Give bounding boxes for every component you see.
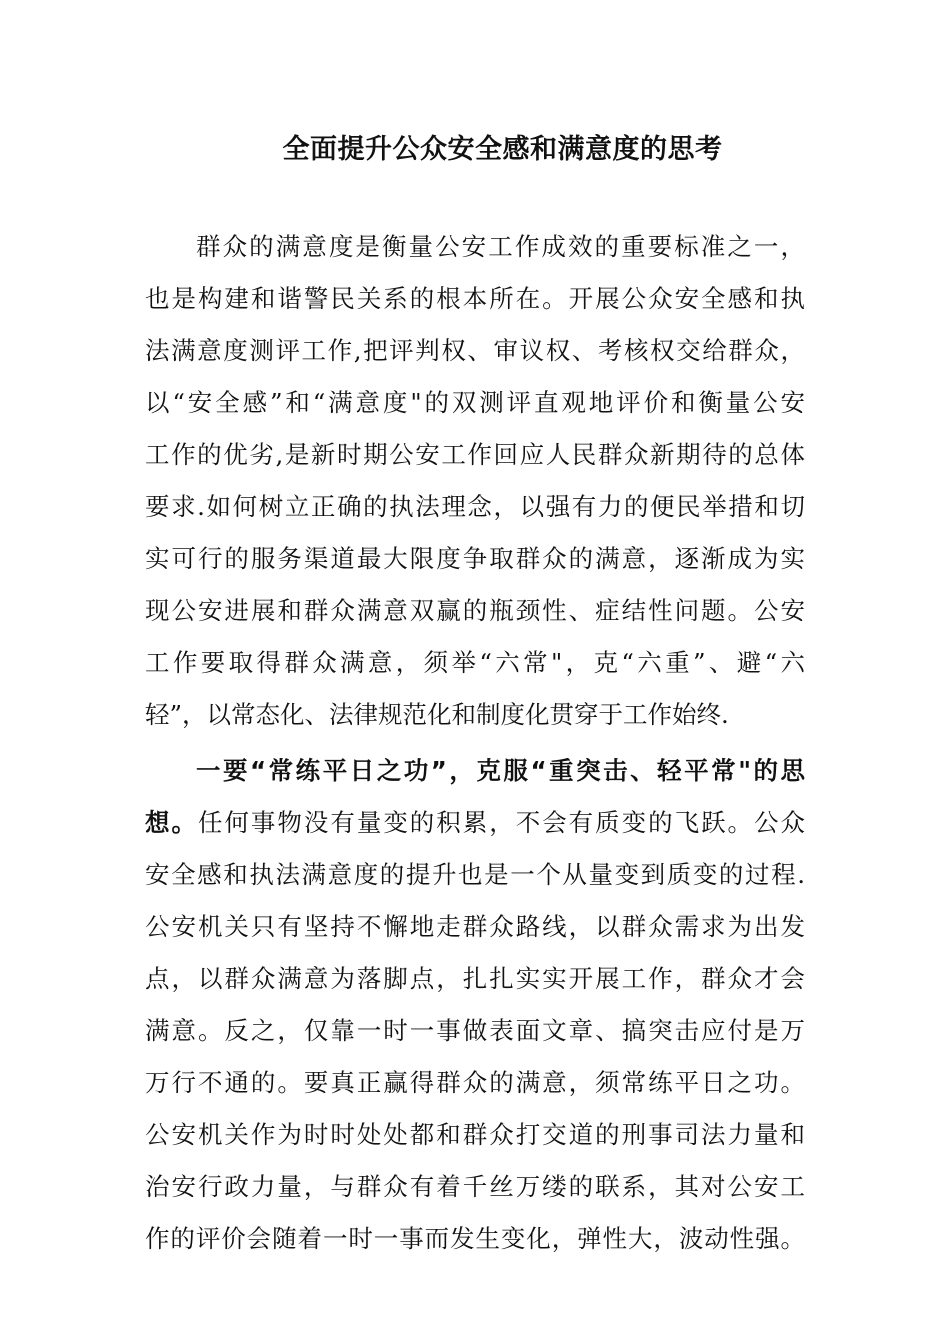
- paragraph-line: 点，以群众满意为落脚点，扎扎实实开展工作，群众才会: [145, 964, 805, 993]
- section-heading-end: 想。: [145, 808, 198, 837]
- paragraph-line: 治安行政力量，与群众有着千丝万缕的联系，其对公安工: [145, 1172, 805, 1201]
- paragraph-line: [145, 797, 805, 849]
- section-heading: 一要“常练平日之功”，克服“重突击、轻平常"的思: [196, 756, 805, 785]
- paragraph-line: 公安机关作为时时处处都和群众打交道的刑事司法力量和: [145, 1120, 805, 1149]
- paragraph-line-rest: 任何事物没有量变的积累，不会有质变的飞跃。公众: [197, 808, 806, 837]
- paragraph-line: 轻”，以常态化、法律规范化和制度化贯穿于工作始终.: [145, 700, 729, 729]
- paragraph-line: 实可行的服务渠道最大限度争取群众的满意，逐渐成为实: [145, 544, 805, 573]
- paragraph-line: 以“安全感”和“满意度"的双测评直观地评价和衡量公安: [145, 388, 805, 417]
- paragraph-line: 工作的优劣,是新时期公安工作回应人民群众新期待的总体: [145, 440, 805, 469]
- paragraph-line: 要求.如何树立正确的执法理念，以强有力的便民举措和切: [145, 492, 805, 521]
- paragraph-line: 工作要取得群众满意，须举“六常"，克“六重”、避“六: [145, 648, 805, 677]
- paragraph-line: 现公安进展和群众满意双赢的瓶颈性、症结性问题。公安: [145, 596, 805, 625]
- paragraph-line: 法满意度测评工作,把评判权、审议权、考核权交给群众，: [145, 336, 805, 365]
- paragraph-line: 群众的满意度是衡量公安工作成效的重要标准之一，: [196, 232, 805, 261]
- paragraph-line: 安全感和执法满意度的提升也是一个从量变到质变的过程.: [145, 860, 805, 889]
- paragraph-line: 公安机关只有坚持不懈地走群众路线，以群众需求为出发: [145, 912, 805, 941]
- paragraph-line: 满意。反之，仅靠一时一事做表面文章、搞突击应付是万: [145, 1016, 805, 1045]
- paragraph-line: 也是构建和谐警民关系的根本所在。开展公众安全感和执: [145, 284, 805, 313]
- paragraph-line: 作的评价会随着一时一事而发生变化，弹性大，波动性强。: [145, 1224, 805, 1253]
- document-title: 全面提升公众安全感和满意度的思考: [282, 134, 723, 165]
- paragraph-line: 万行不通的。要真正赢得群众的满意，须常练平日之功。: [145, 1068, 805, 1097]
